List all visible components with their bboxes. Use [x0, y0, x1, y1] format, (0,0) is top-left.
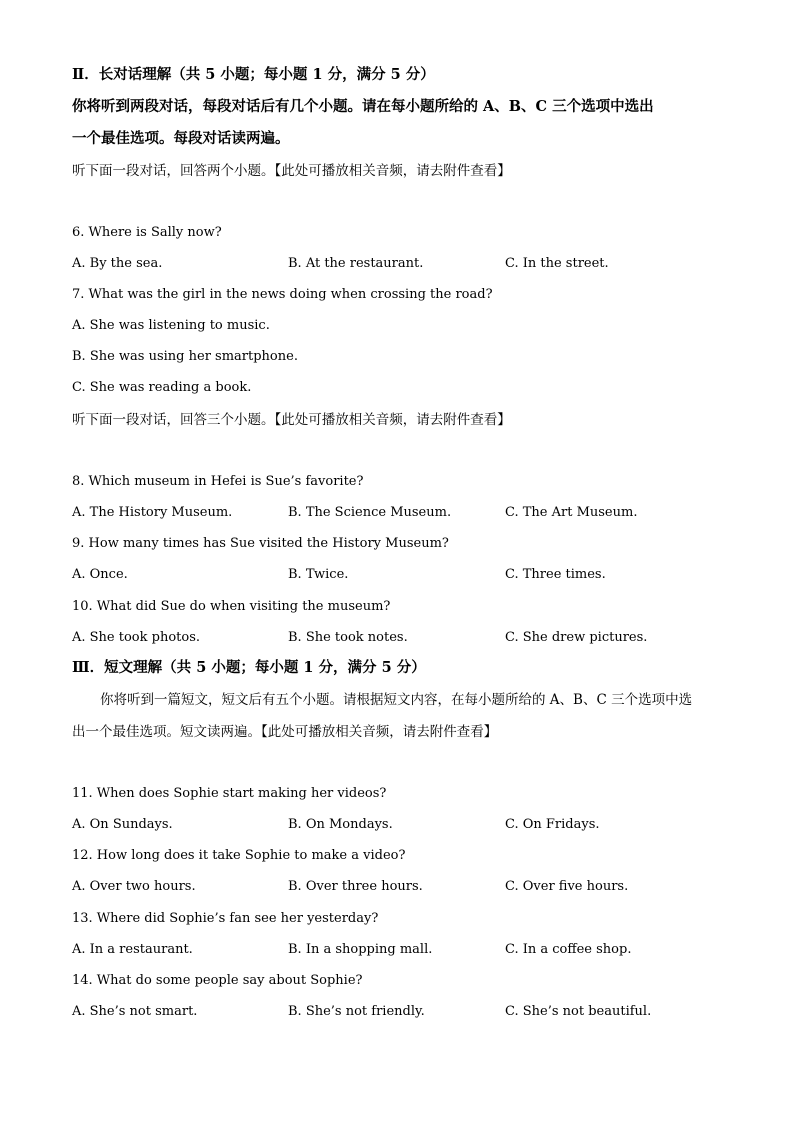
question-14-option-b: B. She’s not friendly. [288, 1004, 425, 1019]
question-6-option-c: C. In the street. [505, 256, 609, 271]
question-8-option-b: B. The Science Museum. [288, 505, 452, 520]
section3-instruction-line2: 出一个最佳选项。短文读两遍。【此处可播放相关音频，请去附件查看】 [72, 724, 498, 740]
question-13-option-b: B. In a shopping mall. [288, 942, 433, 957]
question-11-option-a: A. On Sundays. [72, 817, 173, 832]
question-12-stem: 12. How long does it take Sophie to make a video? [72, 848, 406, 863]
question-8-option-a: A. The History Museum. [72, 505, 233, 520]
question-7-option-c: C. She was reading a book. [72, 380, 252, 395]
question-8-stem: 8. Which museum in Hefei is Sue’s favorite? [72, 474, 364, 489]
question-13-option-a: A. In a restaurant. [72, 942, 193, 957]
question-13-stem: 13. Where did Sophie’s fan see her yesterday? [72, 911, 379, 926]
dialogue2-note: 听下面一段对话，回答三个小题。【此处可播放相关音频，请去附件查看】 [72, 412, 511, 428]
question-7-option-a: A. She was listening to music. [72, 318, 270, 333]
question-13-option-c: C. In a coffee shop. [505, 942, 632, 957]
question-14-option-c: C. She’s not beautiful. [505, 1004, 652, 1019]
question-10-option-a: A. She took photos. [72, 630, 201, 645]
question-12-option-b: B. Over three hours. [288, 879, 423, 894]
question-9-option-a: A. Once. [72, 567, 128, 582]
question-14-option-a: A. She’s not smart. [72, 1004, 198, 1019]
question-9-option-b: B. Twice. [288, 567, 349, 582]
question-12-option-a: A. Over two hours. [72, 879, 196, 894]
question-14-stem: 14. What do some people say about Sophie? [72, 973, 363, 988]
section3-heading: Ⅲ．短文理解（共 5 小题；每小题 1 分，满分 5 分） [72, 659, 426, 676]
question-10-option-b: B. She took notes. [288, 630, 408, 645]
question-10-option-c: C. She drew pictures. [505, 630, 648, 645]
dialogue1-note: 听下面一段对话，回答两个小题。【此处可播放相关音频，请去附件查看】 [72, 163, 511, 179]
question-10-stem: 10. What did Sue do when visiting the museum? [72, 599, 391, 614]
question-8-option-c: C. The Art Museum. [505, 505, 638, 520]
question-11-option-b: B. On Mondays. [288, 817, 393, 832]
question-11-stem: 11. When does Sophie start making her videos? [72, 786, 387, 801]
section2-heading: Ⅱ．长对话理解（共 5 小题；每小题 1 分，满分 5 分） [72, 66, 435, 83]
question-6-option-a: A. By the sea. [72, 256, 163, 271]
section3-instruction-line1: 你将听到一篇短文，短文后有五个小题。请根据短文内容，在每小题所给的 A、B、C 三个选项中选 [100, 692, 693, 708]
question-7-option-b: B. She was using her smartphone. [72, 349, 298, 364]
question-6-stem: 6. Where is Sally now? [72, 225, 222, 240]
question-12-option-c: C. Over five hours. [505, 879, 629, 894]
question-9-option-c: C. Three times. [505, 567, 606, 582]
question-11-option-c: C. On Fridays. [505, 817, 600, 832]
section2-instruction-line1: 你将听到两段对话，每段对话后有几个小题。请在每小题所给的 A、B、C 三个选项中选出 [72, 98, 654, 115]
question-9-stem: 9. How many times has Sue visited the History Museum? [72, 536, 449, 551]
question-6-option-b: B. At the restaurant. [288, 256, 424, 271]
question-7-stem: 7. What was the girl in the news doing when crossing the road? [72, 287, 493, 302]
section2-instruction-line2: 一个最佳选项。每段对话读两遍。 [72, 130, 290, 147]
